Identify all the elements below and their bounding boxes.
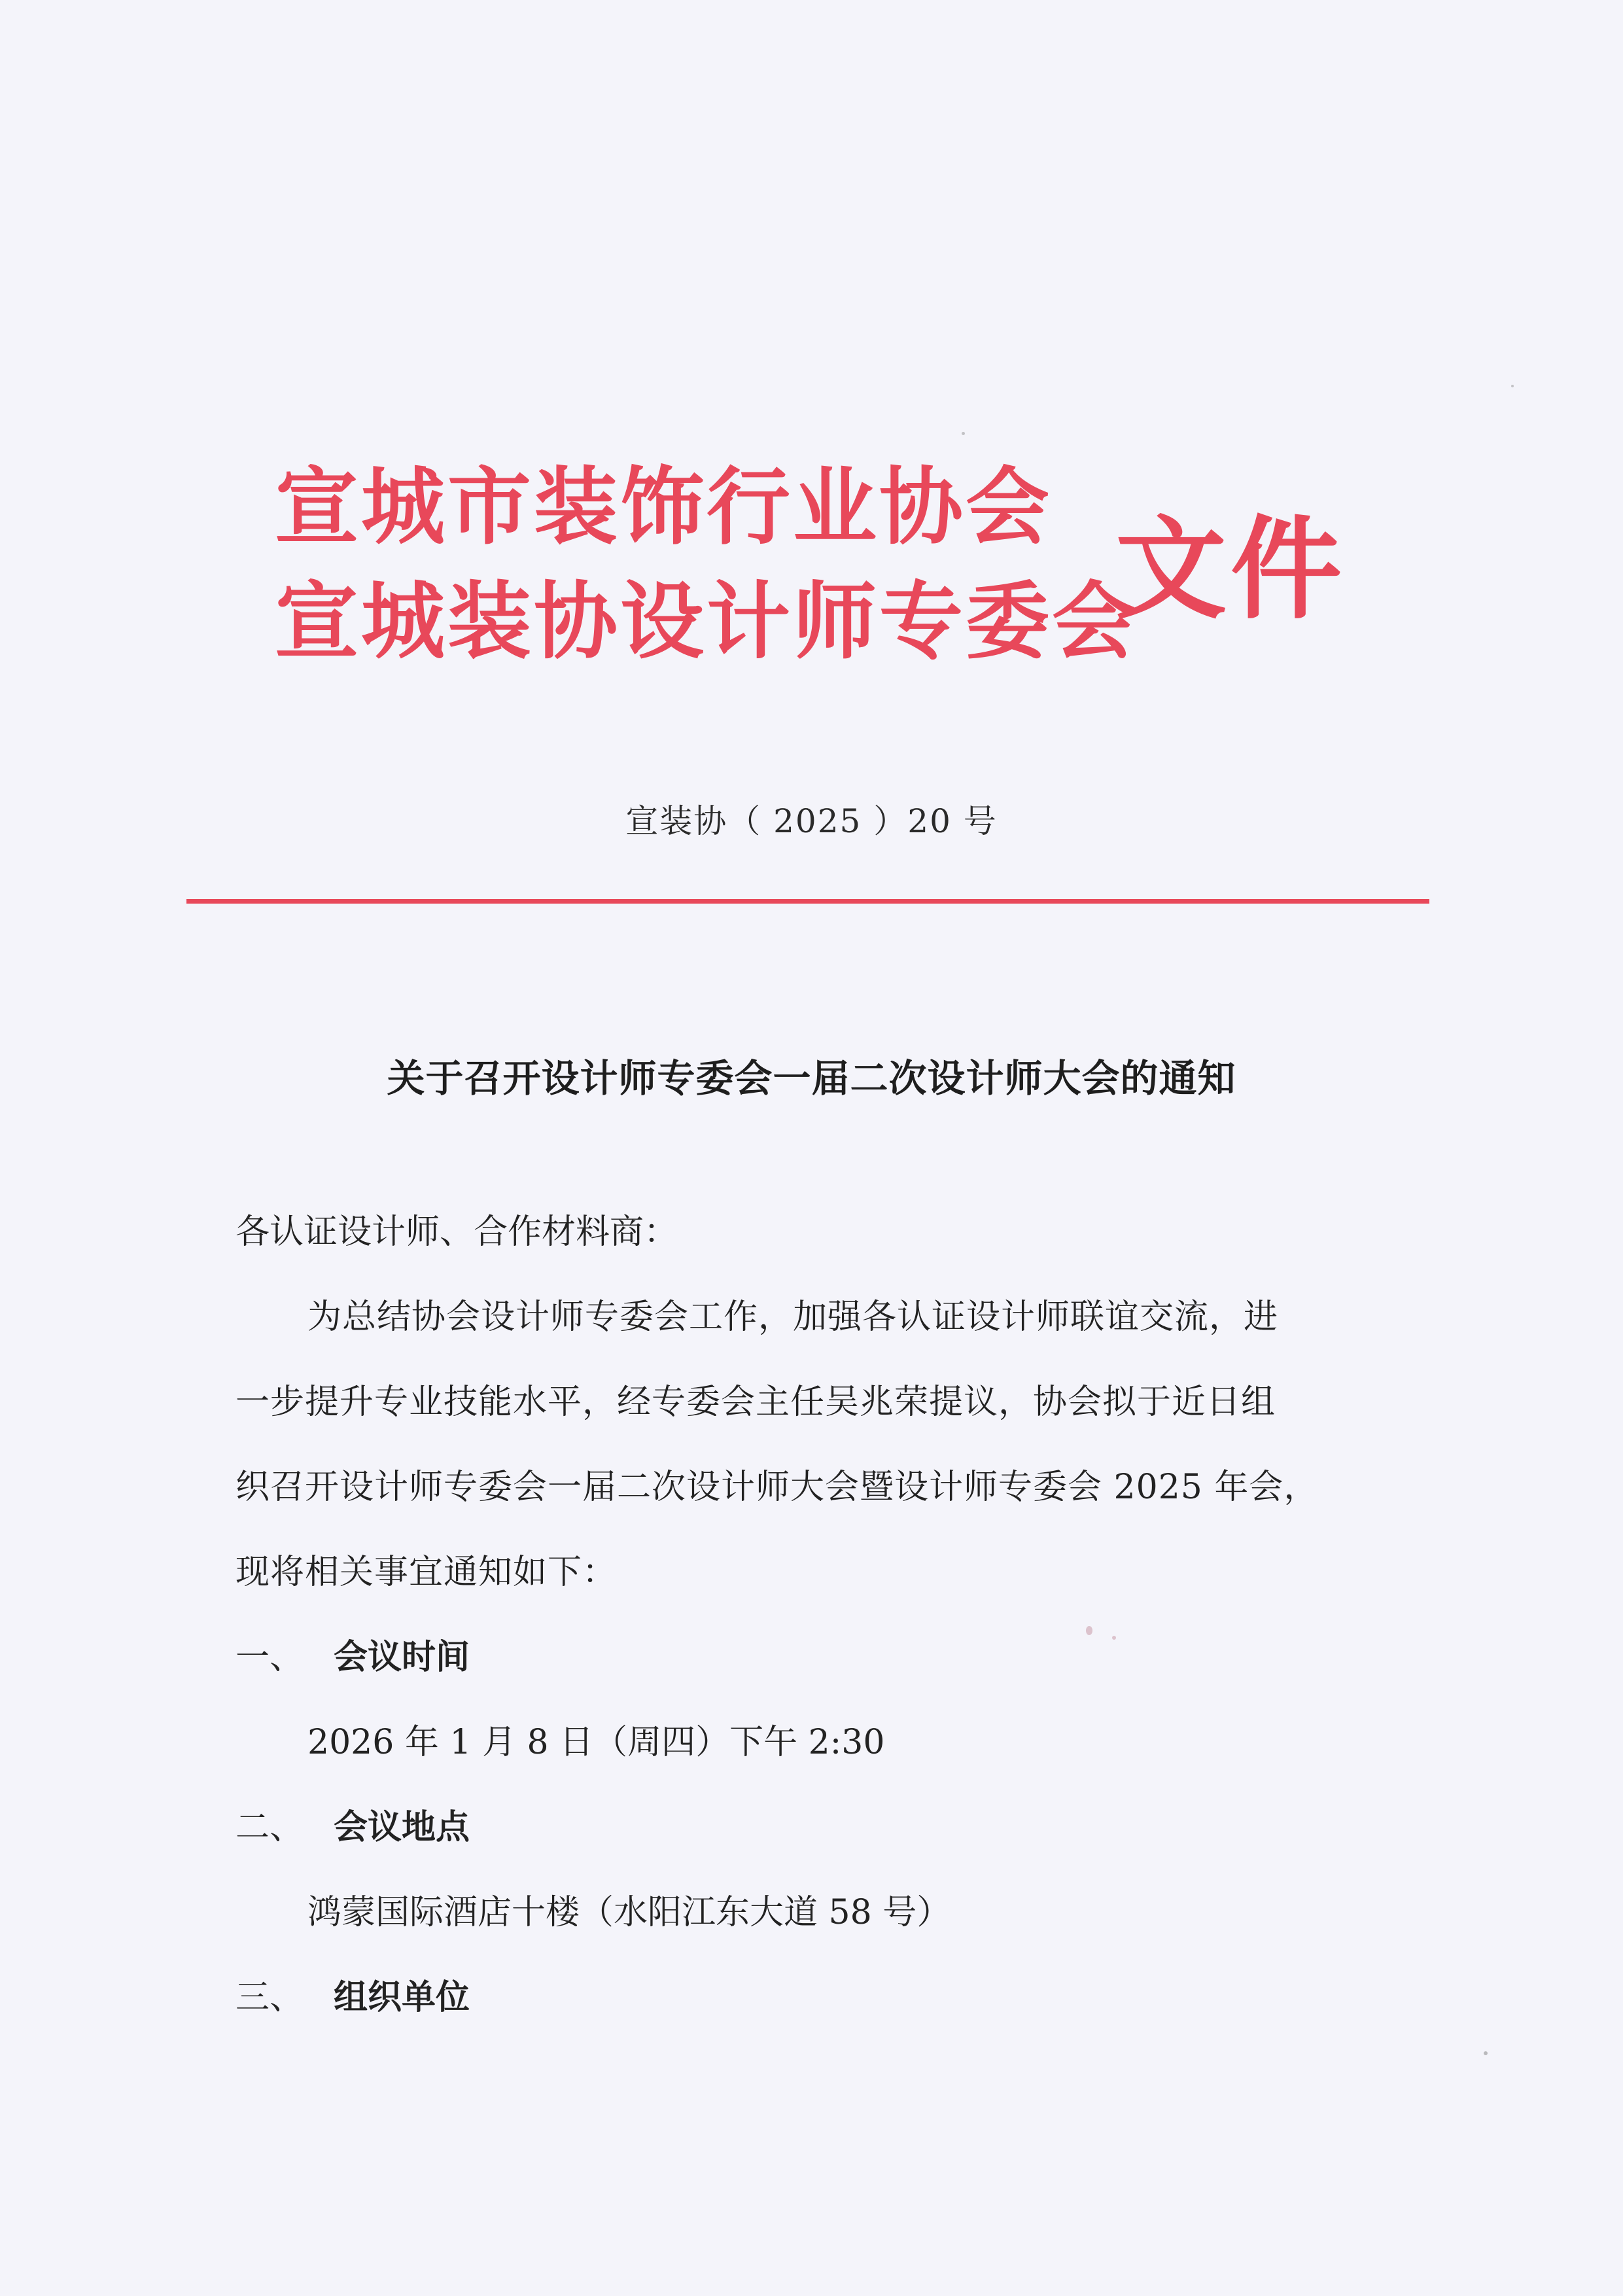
scan-speck: [1112, 1636, 1116, 1640]
section-title: 会议地点: [334, 1808, 470, 1847]
document-number: 宣装协（ 2025 ）20 号: [625, 802, 998, 840]
red-letterhead: [275, 458, 1387, 694]
section-heading-3: [236, 1975, 470, 2021]
section-title: 组织单位: [334, 1978, 470, 2017]
section-heading-1: [236, 1634, 470, 1680]
intro-line-3: 织召开设计师专委会一届二次设计师大会暨设计师专委会 2025 年会，: [236, 1468, 1319, 1507]
section-content-2: 鸿蒙国际酒店十楼（水阳江东大道 58 号）: [307, 1893, 951, 1932]
section-number: 三、: [236, 1978, 304, 2017]
letterhead-doc-word: 文件: [1115, 504, 1346, 635]
letterhead-org-line-2: 宣城装协设计师专委会: [275, 573, 1139, 671]
red-divider-line: [186, 899, 1429, 904]
intro-line-2: 一步提升专业技能水平，经专委会主任吴兆荣提议，协会拟于近日组: [236, 1383, 1276, 1422]
scan-speck: [1511, 385, 1514, 387]
intro-line-1: 为总结协会设计师专委会工作，加强各认证设计师联谊交流，进: [307, 1298, 1279, 1337]
intro-line-4: 现将相关事宜通知如下：: [236, 1553, 618, 1592]
section-content-1: 2026 年 1 月 8 日（周四）下午 2:30: [307, 1723, 885, 1762]
salutation: 各认证设计师、合作材料商：: [236, 1212, 678, 1252]
section-heading-2: [236, 1805, 470, 1850]
scan-speck: [962, 432, 965, 435]
notice-title: 关于召开设计师专委会一届二次设计师大会的通知: [387, 1056, 1236, 1101]
section-number: 一、: [236, 1638, 304, 1677]
scan-speck: [1086, 1626, 1092, 1635]
section-number: 二、: [236, 1808, 304, 1847]
letterhead-org-line-1: 宣城市装饰行业协会: [275, 458, 1053, 556]
scan-speck: [1484, 2051, 1488, 2055]
section-title: 会议时间: [334, 1638, 470, 1677]
